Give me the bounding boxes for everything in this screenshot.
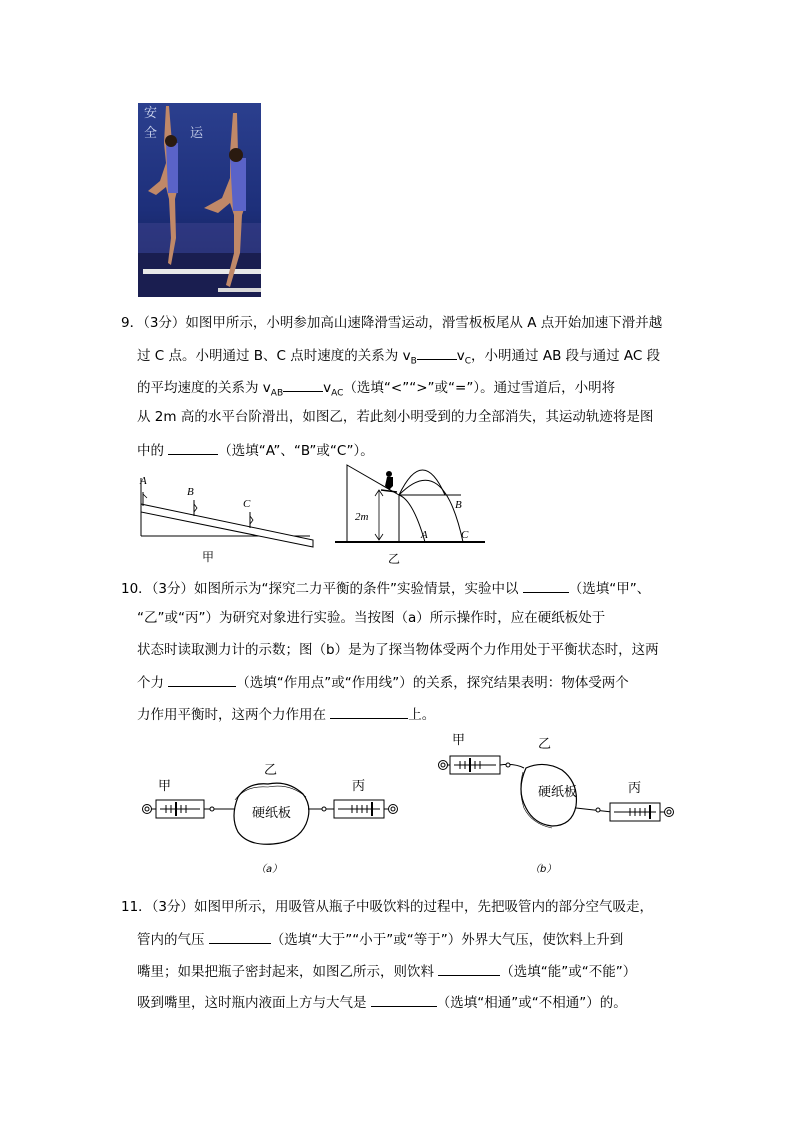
board-label-a: 硬纸板	[252, 806, 292, 821]
answer-blank-pressure[interactable]	[209, 929, 271, 944]
answer-blank-trajectory[interactable]	[168, 440, 218, 455]
q10-line-5: 力作用平衡时，这两个力作用在 上。	[137, 704, 435, 724]
answer-blank-relation[interactable]	[168, 672, 236, 687]
q9-line-4: 从 2m 高的水平台阶滑出，如图乙，若此刻小明受到的力全部消失，其运动轨迹将是图	[137, 409, 654, 425]
figure-yi-trajectory	[333, 460, 493, 568]
q10-line-1: 10．（3分）如图所示为“探究二力平衡的条件”实验情景，实验中以 （选填“甲”、	[121, 578, 650, 598]
diving-photo	[138, 103, 261, 297]
figure-b-balance	[434, 728, 704, 880]
q11-line-4: 吸到嘴里，这时瓶内液面上方与大气是 （选填“相通”或“不相通”）的。	[137, 992, 627, 1012]
caption-yi: 乙	[388, 552, 401, 566]
q10-line-4: 个力 （选填“作用点”或“作用线”）的关系，探究结果表明：物体受两个	[137, 672, 629, 692]
answer-blank-object[interactable]	[523, 578, 569, 593]
answer-blank-line[interactable]	[330, 704, 408, 719]
answer-blank-connected[interactable]	[371, 992, 437, 1007]
caption-b: （b）	[530, 864, 557, 875]
label-traj-b: B	[455, 499, 462, 511]
figure-a-balance	[138, 752, 408, 880]
svg-text:安: 安	[144, 106, 158, 121]
q11-line-2: 管内的气压 （选填“大于”“小于”或“等于”）外界大气压，使饮料上升到	[137, 929, 623, 949]
answer-blank-can-suck[interactable]	[438, 961, 500, 976]
label-jia-a: 甲	[158, 779, 172, 794]
label-b: B	[187, 486, 194, 498]
q9-line-3: 的平均速度的关系为 $v_{AB}$ $v_{AC}$（选填“<”“>”或“=”）。通过雪道后，小明将	[137, 377, 615, 403]
svg-text:全: 全	[144, 126, 158, 141]
q10-line-2: “乙”或“丙”）为研究对象进行实验。当按图（a）所示操作时，应在硬纸板处于	[137, 610, 606, 626]
answer-blank-vab-vac[interactable]	[283, 377, 323, 392]
label-yi-a: 乙	[264, 763, 278, 778]
board-label-b: 硬纸板	[538, 785, 578, 800]
label-jia-b: 甲	[452, 733, 466, 748]
label-bing-b: 丙	[628, 781, 642, 796]
answer-blank-vb-vc[interactable]	[417, 345, 457, 360]
q10-line-3: 状态时读取测力计的示数；图（b）是为了探当物体受两个力作用处于平衡状态时，这两	[137, 642, 659, 658]
caption-a: （a）	[256, 864, 283, 875]
label-traj-a: A	[421, 529, 428, 541]
svg-text:运: 运	[190, 126, 204, 141]
label-bing-a: 丙	[352, 779, 366, 794]
q11-line-3: 嘴里；如果把瓶子密封起来，如图乙所示，则饮料 （选填“能”或“不能”）	[137, 961, 636, 981]
label-c: C	[243, 498, 251, 510]
figure-jia-slope	[135, 470, 320, 565]
q9-line-5: 中的 （选填“A”、“B”或“C”）。	[137, 440, 374, 460]
label-height: 2m	[355, 511, 369, 523]
label-traj-c: C	[461, 529, 469, 541]
label-yi-b: 乙	[538, 737, 552, 752]
q11-line-1: 11．（3分）如图甲所示，用吸管从瓶子中吸饮料的过程中，先把吸管内的部分空气吸走，	[121, 899, 654, 915]
label-a: A	[140, 475, 147, 487]
caption-jia: 甲	[202, 550, 215, 564]
q9-line-1: 9．（3分）如图甲所示，小明参加高山速降滑雪运动，滑雪板板尾从 A 点开始加速下滑并越	[121, 315, 663, 331]
q9-line-2: 过 C 点。小明通过 B、C 点时速度的关系为 $v_B$ $v_C$，小明通过 AB 段与通过 AC 段	[137, 345, 660, 371]
